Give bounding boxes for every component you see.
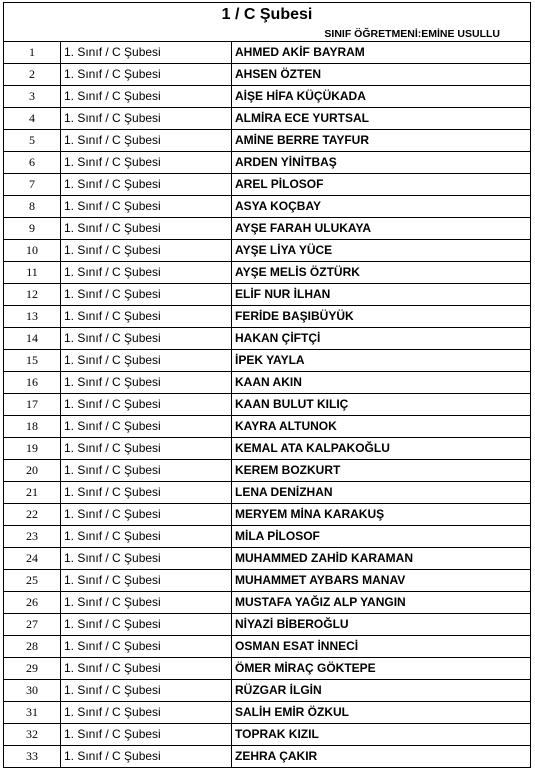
teacher-row [4,27,531,42]
row-number: 16 [4,372,61,394]
row-number: 13 [4,306,61,328]
class-cell: 1. Sınıf / C Şubesi [61,658,232,680]
student-name: KEREM BOZKURT [232,460,531,482]
table-row [4,218,531,240]
row-number: 15 [4,350,61,372]
table-row [4,284,531,306]
student-name: RÜZGAR İLGİN [232,680,531,702]
student-name: MUSTAFA YAĞIZ ALP YANGIN [232,592,531,614]
class-cell: 1. Sınıf / C Şubesi [61,724,232,746]
class-cell: 1. Sınıf / C Şubesi [61,284,232,306]
table-row [4,42,531,64]
student-name: ZEHRA ÇAKIR [232,746,531,768]
table-row [4,130,531,152]
table-row [4,86,531,108]
row-number: 33 [4,746,61,768]
student-name: MERYEM MİNA KARAKUŞ [232,504,531,526]
table-row [4,746,531,768]
row-number: 7 [4,174,61,196]
row-number: 32 [4,724,61,746]
student-name: HAKAN ÇİFTÇİ [232,328,531,350]
class-cell: 1. Sınıf / C Şubesi [61,746,232,768]
student-name: LENA DENİZHAN [232,482,531,504]
row-number: 3 [4,86,61,108]
row-number: 30 [4,680,61,702]
table-row [4,592,531,614]
class-cell: 1. Sınıf / C Şubesi [61,416,232,438]
student-name: FERİDE BAŞIBÜYÜK [232,306,531,328]
table-row [4,174,531,196]
row-number: 23 [4,526,61,548]
class-cell: 1. Sınıf / C Şubesi [61,152,232,174]
row-number: 6 [4,152,61,174]
student-name: KEMAL ATA KALPAKOĞLU [232,438,531,460]
student-name: ARDEN YİNİTBAŞ [232,152,531,174]
student-name: ÖMER MİRAÇ GÖKTEPE [232,658,531,680]
class-cell: 1. Sınıf / C Şubesi [61,394,232,416]
table-row [4,438,531,460]
class-cell: 1. Sınıf / C Şubesi [61,108,232,130]
table-row [4,614,531,636]
row-number: 4 [4,108,61,130]
table-row [4,504,531,526]
student-name: AYŞE MELİS ÖZTÜRK [232,262,531,284]
table-row [4,196,531,218]
row-number: 28 [4,636,61,658]
class-list-table [3,2,531,768]
student-name: AREL PİLOSOF [232,174,531,196]
class-cell: 1. Sınıf / C Şubesi [61,614,232,636]
row-number: 29 [4,658,61,680]
row-number: 24 [4,548,61,570]
student-name: İPEK YAYLA [232,350,531,372]
table-row [4,548,531,570]
student-name: ASYA KOÇBAY [232,196,531,218]
table-row [4,526,531,548]
table-row [4,416,531,438]
teacher-label: SINIF ÖĞRETMENİ:EMİNE USULLU [4,27,531,42]
row-number: 27 [4,614,61,636]
row-number: 18 [4,416,61,438]
student-name: AYŞE LİYA YÜCE [232,240,531,262]
class-cell: 1. Sınıf / C Şubesi [61,306,232,328]
row-number: 19 [4,438,61,460]
student-name: SALİH EMİR ÖZKUL [232,702,531,724]
class-cell: 1. Sınıf / C Şubesi [61,570,232,592]
row-number: 20 [4,460,61,482]
class-cell: 1. Sınıf / C Şubesi [61,548,232,570]
class-cell: 1. Sınıf / C Şubesi [61,64,232,86]
class-cell: 1. Sınıf / C Şubesi [61,174,232,196]
student-name: AYŞE FARAH ULUKAYA [232,218,531,240]
row-number: 14 [4,328,61,350]
table-row [4,240,531,262]
table-row [4,152,531,174]
class-cell: 1. Sınıf / C Şubesi [61,460,232,482]
class-cell: 1. Sınıf / C Şubesi [61,526,232,548]
class-cell: 1. Sınıf / C Şubesi [61,592,232,614]
row-number: 2 [4,64,61,86]
row-number: 26 [4,592,61,614]
row-number: 12 [4,284,61,306]
table-row [4,680,531,702]
class-cell: 1. Sınıf / C Şubesi [61,504,232,526]
table-row [4,306,531,328]
row-number: 22 [4,504,61,526]
student-name: NİYAZİ BİBEROĞLU [232,614,531,636]
student-name: TOPRAK KIZIL [232,724,531,746]
table-row [4,482,531,504]
student-name: ELİF NUR İLHAN [232,284,531,306]
row-number: 11 [4,262,61,284]
class-cell: 1. Sınıf / C Şubesi [61,218,232,240]
table-row [4,460,531,482]
title-row [4,3,531,28]
table-row [4,328,531,350]
class-cell: 1. Sınıf / C Şubesi [61,240,232,262]
class-cell: 1. Sınıf / C Şubesi [61,328,232,350]
class-cell: 1. Sınıf / C Şubesi [61,86,232,108]
student-name: MUHAMMET AYBARS MANAV [232,570,531,592]
page-title: 1 / C Şubesi [4,3,531,28]
class-cell: 1. Sınıf / C Şubesi [61,636,232,658]
class-cell: 1. Sınıf / C Şubesi [61,130,232,152]
row-number: 8 [4,196,61,218]
class-cell: 1. Sınıf / C Şubesi [61,42,232,64]
table-row [4,658,531,680]
class-cell: 1. Sınıf / C Şubesi [61,350,232,372]
student-name: AMİNE BERRE TAYFUR [232,130,531,152]
table-row [4,394,531,416]
class-cell: 1. Sınıf / C Şubesi [61,702,232,724]
student-name: MUHAMMED ZAHİD KARAMAN [232,548,531,570]
row-number: 1 [4,42,61,64]
row-number: 17 [4,394,61,416]
table-row [4,702,531,724]
student-name: AHMED AKİF BAYRAM [232,42,531,64]
class-cell: 1. Sınıf / C Şubesi [61,262,232,284]
table-row [4,262,531,284]
student-name: AHSEN ÖZTEN [232,64,531,86]
student-name: KAAN AKIN [232,372,531,394]
student-name: ALMİRA ECE YURTSAL [232,108,531,130]
student-name: AİŞE HİFA KÜÇÜKADA [232,86,531,108]
row-number: 10 [4,240,61,262]
table-row [4,108,531,130]
table-row [4,636,531,658]
student-name: MİLA PİLOSOF [232,526,531,548]
class-cell: 1. Sınıf / C Şubesi [61,372,232,394]
student-name: KAAN BULUT KILIÇ [232,394,531,416]
class-cell: 1. Sınıf / C Şubesi [61,438,232,460]
class-cell: 1. Sınıf / C Şubesi [61,482,232,504]
row-number: 5 [4,130,61,152]
class-cell: 1. Sınıf / C Şubesi [61,680,232,702]
row-number: 9 [4,218,61,240]
table-row [4,64,531,86]
row-number: 21 [4,482,61,504]
table-row [4,372,531,394]
table-row [4,724,531,746]
class-cell: 1. Sınıf / C Şubesi [61,196,232,218]
student-name: KAYRA ALTUNOK [232,416,531,438]
table-row [4,570,531,592]
row-number: 25 [4,570,61,592]
student-name: OSMAN ESAT İNNECİ [232,636,531,658]
table-row [4,350,531,372]
row-number: 31 [4,702,61,724]
